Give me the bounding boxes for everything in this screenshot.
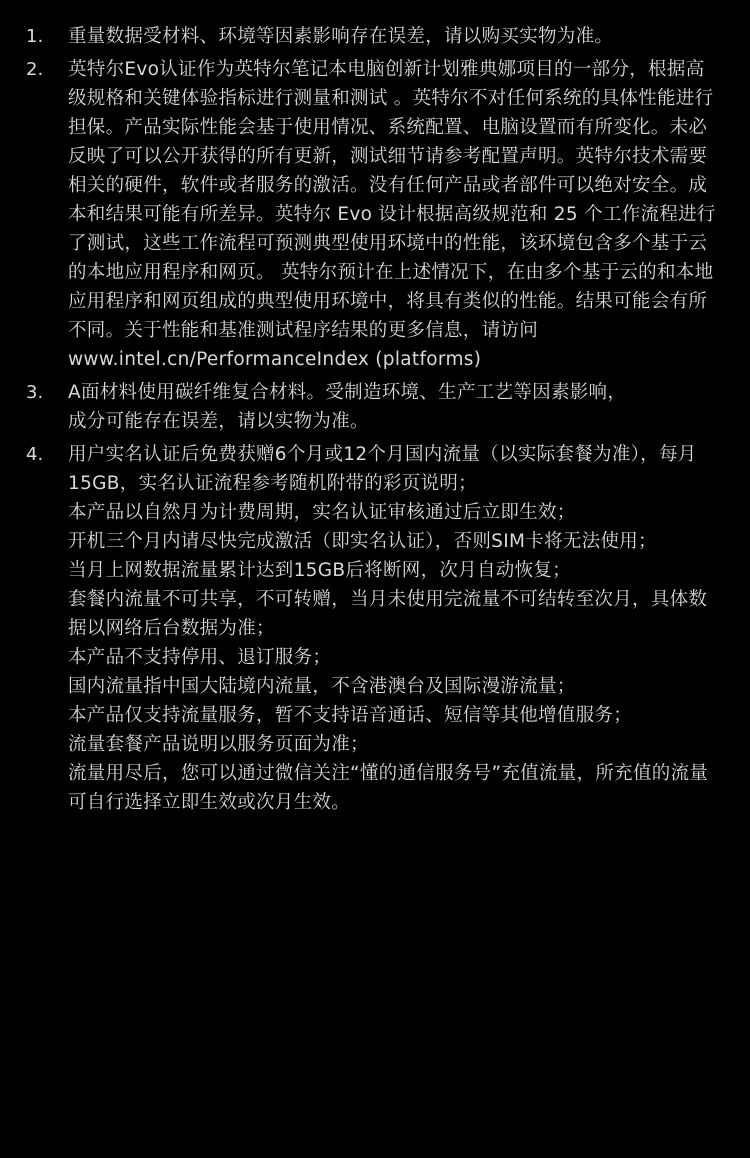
note-item [26,440,720,817]
note-body [68,378,720,436]
note-paragraph: A面材料使用碳纤维复合材料。受制造环境、生产工艺等因素影响， [68,382,627,403]
note-paragraph: 流量套餐产品说明以服务页面为准； [68,734,369,755]
note-paragraph: 套餐内流量不可共享，不可转赠，当月未使用完流量不可结转至次月，具体数据以网络后台数据为准； [68,589,708,639]
note-item [26,22,720,51]
note-paragraph: 流量用尽后，您可以通过微信关注“懂的通信服务号”充值流量，所充值的流量可自行选择立即生效或次月生效。 [68,763,709,813]
note-number: 1. [26,26,44,47]
note-number: 4. [26,444,44,465]
note-paragraph: 英特尔Evo认证作为英特尔笔记本电脑创新计划雅典娜项目的一部分，根据高级规格和关键体验指标进行测量和测试 。英特尔不对任何系统的具体性能进行担保。产品实际性能会基于使用情况、系统配置、电脑设置而有所变化。未必反映了可以公开获得的所有更新，测试细节请参考配置声明。英特尔技术需要相关的硬件，软件或者服务的激活。没有任何产品或者部件可以绝对安全。成本和结果可能有所差异。英特尔 Evo 设计根据高级规范和 25 个工作流程进行了测试，这些工作流程可预测典型使用环境中的性能，该环境包含多个基于云的本地应用程序和网页。 英特尔预计在上述情况下，在由多个基于云的和本地应用程序和网页组成的典型使用环境中，将具有类似的性能。结果可能会有所不同。关于性能和基准测试程序结果的更多信息，请访问 [68,59,716,341]
note-paragraph: 成分可能存在误差，请以实物为准。 [68,411,369,432]
note-paragraph: 用户实名认证后免费获赠6个月或12个月国内流量（以实际套餐为准），每月15GB，实名认证流程参考随机附带的彩页说明； [68,444,697,494]
note-number: 3. [26,382,44,403]
note-body [68,440,720,817]
note-paragraph: 本产品仅支持流量服务，暂不支持语音通话、短信等其他增值服务； [68,705,633,726]
note-number: 2. [26,59,44,80]
note-body [68,22,720,51]
note-paragraph: 本产品以自然月为计费周期，实名认证审核通过后立即生效； [68,502,576,523]
note-item [26,55,720,374]
note-paragraph: 本产品不支持停用、退订服务； [68,647,332,668]
note-item [26,378,720,436]
note-body [68,55,720,374]
note-paragraph: 开机三个月内请尽快完成激活（即实名认证），否则SIM卡将无法使用； [68,531,657,552]
note-paragraph: 重量数据受材料、环境等因素影响存在误差，请以购买实物为准。 [68,26,614,47]
note-paragraph: 国内流量指中国大陆境内流量，不含港澳台及国际漫游流量； [68,676,576,697]
performance-index-url: www.intel.cn/PerformanceIndex (platforms) [68,349,482,370]
note-paragraph: 当月上网数据流量累计达到15GB后将断网，次月自动恢复； [68,560,571,581]
